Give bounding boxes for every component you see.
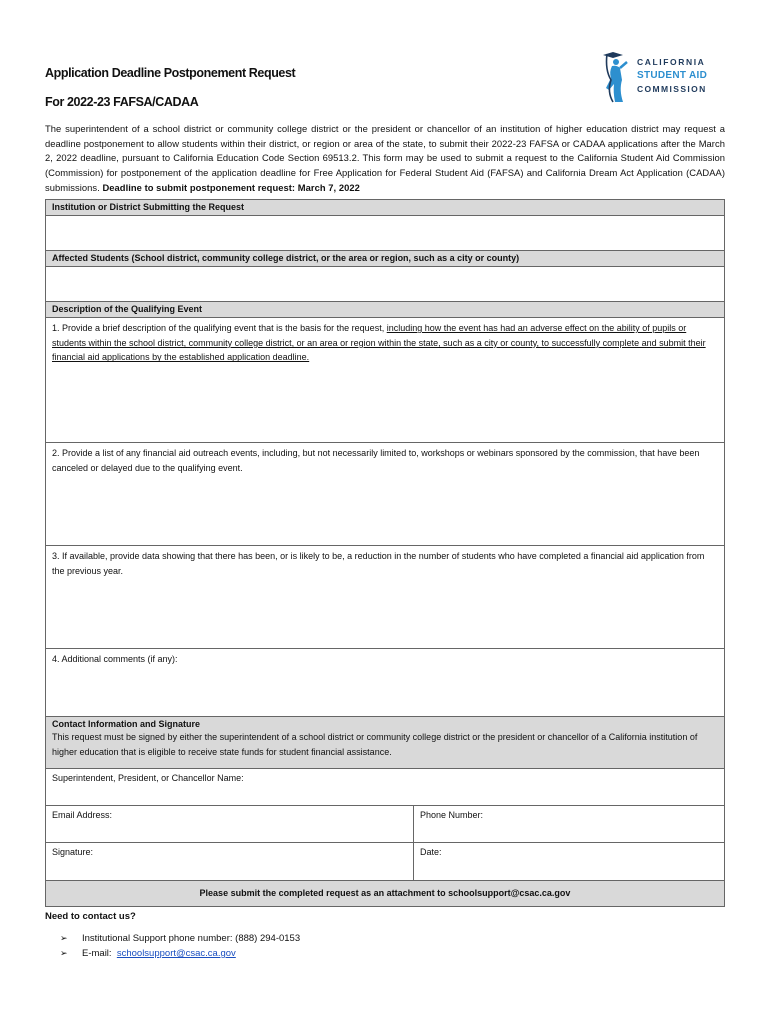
contact-heading: Need to contact us? (45, 911, 136, 922)
question-3-text: 3. If available, provide data showing that there has been, or is likely to be, a reduction in the number of students who have completed a financial aid application from the previous year. (52, 551, 705, 576)
affected-students-header: Affected Students (School district, community college district, or the area or region, such as a city or county) (46, 251, 724, 267)
form-title: Application Deadline Postponement Request (45, 66, 296, 80)
signature-label: Signature: (52, 847, 94, 857)
qualifying-event-header: Description of the Qualifying Event (46, 302, 724, 318)
deadline-note: Deadline to submit postponement request: March 7, 2022 (102, 181, 360, 193)
question-2-text: 2. Provide a list of any financial aid outreach events, including, but not necessarily limited to, workshops or webinars sponsored by the commission, that have been canceled or delayed due to the qualifying event. (52, 448, 700, 473)
institution-header: Institution or District Submitting the Request (46, 200, 724, 216)
contact-section (46, 717, 724, 769)
contact-email-item (60, 948, 236, 959)
request-form (45, 199, 725, 907)
logo-line-commission: COMMISSION (637, 84, 707, 94)
contact-email-link[interactable]: schoolsupport@csac.ca.gov (116, 948, 236, 959)
intro-text: The superintendent of a school district or community college district or the president or chancellor of an institution of higher education district may request a deadline postponement to allow students within their district, or region or area of the state, to submit their 2022-23 FAFSA or CADAA applications after the March 2, 2022 deadline, pursuant to California Education Code Section 69513.2. This form may be used to submit a request to the California Student Aid Commission (Commission) for postponement of the application deadline for Free Application for Federal Student Aid (FAFSA) and California Dream Act Application (CADAA) submissions. (45, 123, 725, 193)
date-label: Date: (420, 847, 442, 857)
logo-line-california: CALIFORNIA (637, 57, 706, 67)
contact-email-prefix: E-mail: (82, 948, 112, 959)
name-label: Superintendent, President, or Chancellor Name: (52, 773, 244, 783)
email-field[interactable] (46, 806, 414, 842)
question-3-field[interactable] (46, 546, 724, 649)
question-1-field[interactable] (46, 318, 724, 443)
logo-line-student-aid: STUDENT AID (637, 70, 708, 81)
question-4-text: 4. Additional comments (if any): (52, 654, 178, 664)
name-field[interactable] (46, 769, 724, 806)
submit-note: Please submit the completed request as an attachment to schoolsupport@csac.ca.gov (46, 881, 724, 906)
contact-instructions: This request must be signed by either the superintendent of a school district or community college district or the president or chancellor of a California institution of higher education that is eligible to receive state funds for student financial assistance. (52, 732, 698, 757)
phone-field[interactable] (414, 806, 724, 842)
form-subtitle: For 2022-23 FAFSA/CADAA (45, 95, 199, 109)
question-1-text: 1. Provide a brief description of the qualifying event that is the basis for the request, (52, 323, 387, 333)
contact-header: Contact Information and Signature (52, 719, 201, 729)
arrow-bullet-icon: ➢ (60, 933, 68, 943)
question-1-emphasis: including how the event has had an adverse effect on the ability of pupils or students within the school district, community college district, or an area or region within the state, such as a city or county, to successfully complete and submit their financial aid applications by the established application deadline. (52, 323, 706, 363)
question-4-field[interactable] (46, 649, 724, 717)
contact-phone-text: Institutional Support phone number: (888) 294-0153 (82, 933, 301, 944)
contact-phone-item (60, 933, 300, 944)
date-field[interactable] (414, 843, 724, 880)
question-2-field[interactable] (46, 443, 724, 546)
arrow-bullet-icon: ➢ (60, 948, 68, 958)
email-phone-row (46, 806, 724, 843)
signature-field[interactable] (46, 843, 414, 880)
signature-date-row (46, 843, 724, 881)
graduate-figure-icon (603, 50, 633, 104)
csac-logo (603, 50, 733, 104)
affected-students-field[interactable] (46, 267, 724, 302)
institution-field[interactable] (46, 216, 724, 251)
intro-paragraph (45, 122, 725, 196)
email-label: Email Address: (52, 810, 113, 820)
phone-label: Phone Number: (420, 810, 484, 820)
